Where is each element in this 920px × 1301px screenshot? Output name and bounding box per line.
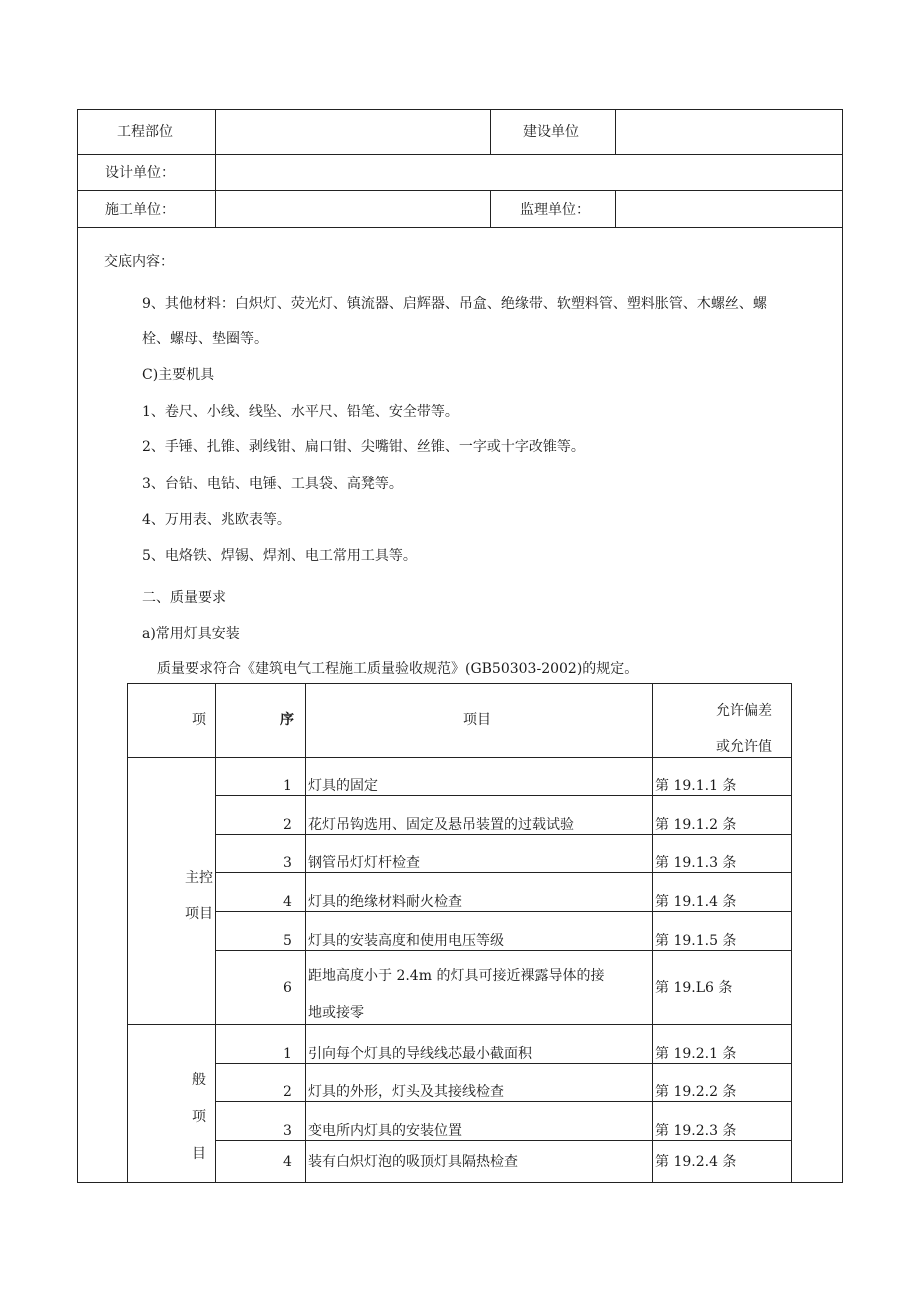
row-ref: 第 19.1.4 条 bbox=[655, 894, 737, 910]
general-group-label: 目 bbox=[192, 1146, 206, 1162]
header-item: 项目 bbox=[463, 712, 491, 728]
row-ref: 第 19.2.4 条 bbox=[655, 1154, 737, 1170]
row-item: 灯具的外形，灯头及其接线检查 bbox=[308, 1084, 504, 1100]
row-seq: 1 bbox=[283, 1046, 292, 1062]
header-tolerance: 允许偏差 bbox=[716, 703, 772, 719]
row-seq: 5 bbox=[283, 933, 292, 949]
row-item: 灯具的安装高度和使用电压等级 bbox=[308, 933, 504, 949]
row-ref: 第 19.2.1 条 bbox=[655, 1046, 737, 1062]
row-ref: 第 19.1.3 条 bbox=[655, 855, 737, 871]
row-seq: 1 bbox=[283, 778, 292, 794]
construction-unit-label: 建设单位 bbox=[523, 124, 579, 140]
row-item: 变电所内灯具的安装位置 bbox=[308, 1123, 462, 1139]
paragraph: 4、万用表、兆欧表等。 bbox=[142, 512, 291, 528]
paragraph: 栓、螺母、垫圈等。 bbox=[142, 331, 268, 347]
section-heading: 二、质量要求 bbox=[142, 590, 226, 606]
row-ref: 第 19.2.3 条 bbox=[655, 1123, 737, 1139]
paragraph: 2、手锤、扎锥、剥线钳、扁口钳、尖嘴钳、丝锥、一字或十字改锥等。 bbox=[142, 439, 585, 455]
paragraph: 5、电烙铁、焊锡、焊剂、电工常用工具等。 bbox=[142, 548, 417, 564]
builder-unit-value bbox=[216, 191, 490, 227]
design-unit-label: 设计单位： bbox=[105, 165, 175, 181]
general-group-label: 项 bbox=[192, 1109, 206, 1125]
general-group-label: 般 bbox=[192, 1072, 206, 1088]
row-item: 花灯吊钩选用、固定及悬吊装置的过载试验 bbox=[308, 817, 574, 833]
header-category: 项 bbox=[192, 712, 206, 728]
row-item: 地或接零 bbox=[308, 1005, 364, 1021]
header-seq: 序 bbox=[280, 712, 294, 728]
header-tolerance: 或允许值 bbox=[716, 739, 772, 755]
supervision-unit-label: 监理单位： bbox=[520, 202, 590, 218]
row-item: 距地高度小于 2.4m 的灯具可接近裸露导体的接 bbox=[308, 968, 605, 984]
project-part-value bbox=[216, 110, 490, 154]
row-item: 灯具的绝缘材料耐火检查 bbox=[308, 894, 462, 910]
row-ref: 第 19.1.1 条 bbox=[655, 778, 737, 794]
row-seq: 6 bbox=[283, 980, 292, 996]
builder-unit-label: 施工单位： bbox=[105, 202, 175, 218]
paragraph: 1、卷尺、小线、线坠、水平尺、铅笔、安全带等。 bbox=[142, 404, 459, 420]
paragraph: C)主要机具 bbox=[142, 367, 215, 383]
row-ref: 第 19.L6 条 bbox=[655, 980, 733, 996]
row-seq: 3 bbox=[283, 1123, 292, 1139]
row-item: 装有白炽灯泡的吸顶灯具隔热检查 bbox=[308, 1154, 518, 1170]
subsection-heading: a)常用灯具安装 bbox=[142, 626, 240, 642]
paragraph: 质量要求符合《建筑电气工程施工质量验收规范》(GB50303-2002)的规定。 bbox=[157, 661, 639, 677]
main-group-label: 项目 bbox=[185, 906, 213, 922]
paragraph: 9、其他材料：白炽灯、荧光灯、镇流器、启辉器、吊盒、绝缘带、软塑料管、塑料胀管、木螺丝、螺 bbox=[142, 296, 767, 312]
main-group-label: 主控 bbox=[185, 870, 213, 886]
design-unit-value bbox=[216, 155, 842, 190]
row-ref: 第 19.1.5 条 bbox=[655, 933, 737, 949]
row-seq: 4 bbox=[283, 894, 292, 910]
row-item: 灯具的固定 bbox=[308, 778, 378, 794]
supervision-unit-value bbox=[616, 191, 842, 227]
row-seq: 4 bbox=[283, 1154, 292, 1170]
content-title: 交底内容： bbox=[104, 254, 174, 270]
row-ref: 第 19.2.2 条 bbox=[655, 1084, 737, 1100]
row-seq: 2 bbox=[283, 817, 292, 833]
row-item: 引向每个灯具的导线线芯最小截面积 bbox=[308, 1046, 532, 1062]
row-ref: 第 19.1.2 条 bbox=[655, 817, 737, 833]
row-seq: 2 bbox=[283, 1084, 292, 1100]
construction-unit-value bbox=[616, 110, 842, 154]
project-part-label: 工程部位 bbox=[117, 124, 173, 140]
paragraph: 3、台钻、电钻、电锤、工具袋、高凳等。 bbox=[142, 476, 403, 492]
row-item: 钢管吊灯灯杆检查 bbox=[308, 855, 420, 871]
row-seq: 3 bbox=[283, 855, 292, 871]
